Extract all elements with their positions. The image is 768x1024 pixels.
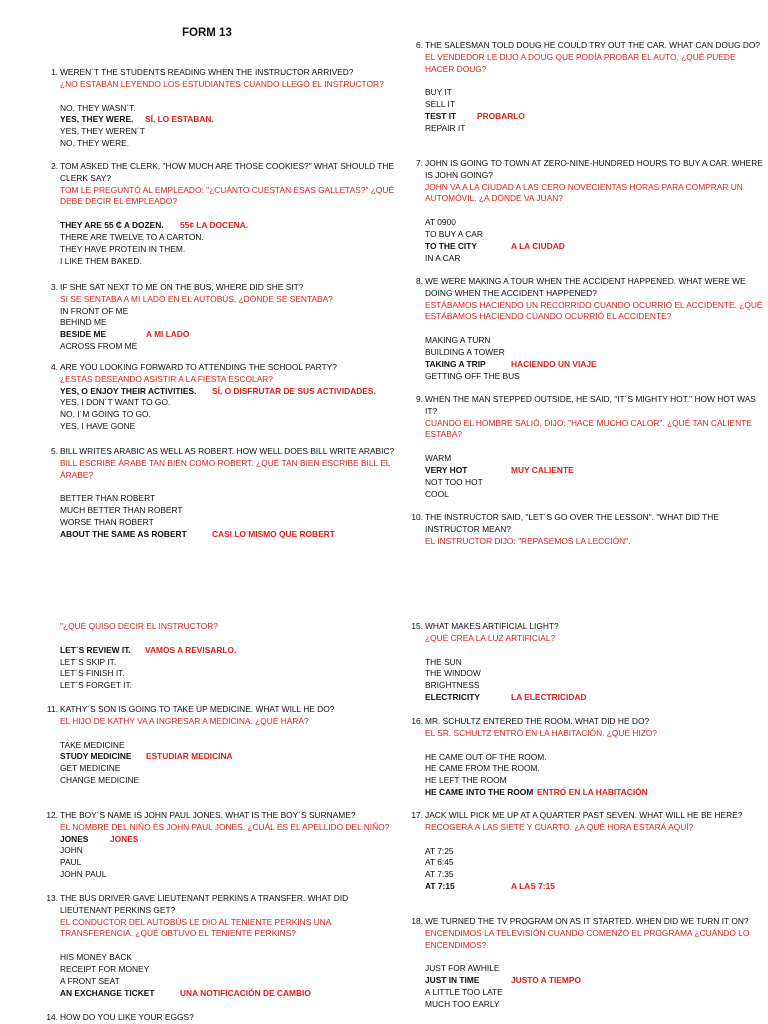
- answer-option: [425, 217, 765, 229]
- answer-option: [425, 477, 765, 489]
- question-text-spanish: EL VENDEDOR LE DIJO A DOUG QUE PODÍA PROBAR EL AUTO. ¿QUÉ PUEDE HACER DOUG?: [425, 51, 736, 74]
- option-text: ACROSS FROM ME: [60, 340, 138, 351]
- answer-option: [60, 869, 400, 881]
- answer-option: [425, 87, 765, 99]
- spanish-answer: VAMOS A REVISARLO.: [145, 644, 237, 655]
- correct-option: [425, 241, 765, 253]
- question-number: 5.: [51, 446, 58, 456]
- option-text: A FRONT SEAT: [60, 975, 120, 986]
- option-text: TO THE CITY: [425, 240, 477, 251]
- option-text: SELL IT: [425, 99, 455, 110]
- question-block: [46, 704, 400, 787]
- option-text: YES, THEY WERE.: [60, 114, 134, 125]
- question-text-spanish: CUANDO EL HOMBRE SALIÓ, DIJO: "HACE MUCHO CALOR". ¿QUÉ TAN CALIENTE ESTABA?: [425, 417, 752, 440]
- option-text: LET´S FORGET IT.: [60, 680, 132, 691]
- question-block: [51, 362, 400, 433]
- answer-option: [425, 680, 765, 692]
- option-text: TAKE MEDICINE: [60, 739, 125, 750]
- question-text-spanish: ENCENDIMOS LA TELEVISIÓN CUANDO COMENZÓ EL PROGRAMA ¿CUÁNDO LO ENCENDIMOS?: [425, 927, 750, 950]
- option-text: IN A CAR: [425, 252, 461, 263]
- option-text: STUDY MEDICINE: [60, 751, 132, 762]
- answer-option: [425, 123, 765, 135]
- question-block: [46, 810, 400, 881]
- spanish-answer: JONES: [110, 833, 139, 844]
- question-number: 15.: [411, 621, 423, 631]
- question-number: 4.: [51, 362, 58, 372]
- question-text-spanish: BILL ESCRIBE ÁRABE TAN BIEN COMO ROBERT. ¿QUÉ TAN BIEN ESCRIBE BILL EL ÁRABE?: [60, 457, 391, 480]
- correct-option: [425, 692, 765, 704]
- option-text: BUY IT: [425, 87, 452, 98]
- option-text: JOHN: [60, 845, 83, 856]
- answer-option: [425, 763, 765, 775]
- answer-option: [425, 347, 765, 359]
- question-number: 8.: [416, 276, 423, 286]
- option-text: MUCH TOO EARLY: [425, 998, 500, 1009]
- spacer: [425, 834, 765, 846]
- spanish-answer: JUSTO A TIEMPO: [511, 975, 581, 986]
- option-text: IN FRONT OF ME: [60, 305, 129, 316]
- spanish-answer: PROBARLO: [477, 110, 525, 121]
- option-text: CHANGE MEDICINE: [60, 774, 140, 785]
- correct-option: [60, 114, 400, 126]
- spanish-answer: A MI LADO: [146, 329, 190, 340]
- option-text: REPAIR IT: [425, 122, 466, 133]
- question-block: [416, 276, 765, 382]
- question-block: [51, 446, 400, 541]
- question-number: 2.: [51, 161, 58, 171]
- option-text: GET MEDICINE: [60, 763, 121, 774]
- correct-option: [60, 220, 400, 232]
- question-block: [51, 67, 400, 150]
- option-text: YES, I HAVE GONE: [60, 420, 136, 431]
- answer-option: [60, 845, 400, 857]
- question-number: 17.: [411, 810, 423, 820]
- question-text-spanish: EL INSTRUCTOR DIJO: "REPASEMOS LA LECCIÓN".: [425, 535, 631, 546]
- option-text: YES, O ENJOY THEIR ACTIVITIES.: [60, 385, 197, 396]
- correct-option: [425, 975, 765, 987]
- option-text: AT 7:35: [425, 869, 454, 880]
- question-block: [411, 512, 765, 547]
- question-text-spanish: RECOGERÁ A LAS SIETE Y CUARTO. ¿A QUÉ HORA ESTARÁ AQUÍ?: [425, 821, 694, 832]
- spanish-answer: ENTRÓ EN LA HABITACIÓN: [537, 786, 648, 797]
- question-number: 18.: [411, 916, 423, 926]
- spanish-answer: SÍ, LO ESTABAN.: [145, 114, 214, 125]
- option-text: THERE ARE TWELVE TO A CARTON.: [60, 231, 204, 242]
- option-text: THE WINDOW: [425, 668, 481, 679]
- correct-option: [60, 751, 400, 763]
- answer-option: [425, 99, 765, 111]
- answer-option: [60, 421, 400, 433]
- answer-option: [60, 409, 400, 421]
- option-text: TO BUY A CAR: [425, 228, 483, 239]
- question-block: [51, 161, 400, 267]
- question-block: [416, 40, 765, 135]
- question-number: 6.: [416, 40, 423, 50]
- option-text: WORSE THAN ROBERT: [60, 516, 154, 527]
- question-number: 11.: [46, 704, 58, 714]
- option-text: BESIDE ME: [60, 329, 107, 340]
- answer-option: [425, 668, 765, 680]
- option-text: HE LEFT THE ROOM: [425, 775, 507, 786]
- question-text-spanish: ¿ESTÁS DESEANDO ASISTIR A LA FIESTA ESCOLAR?: [60, 373, 274, 384]
- option-text: AT 6:45: [425, 857, 454, 868]
- option-text: JONES: [60, 833, 89, 844]
- answer-option: [60, 964, 400, 976]
- answer-option: [60, 657, 400, 669]
- option-text: AN EXCHANGE TICKET: [60, 987, 155, 998]
- question-text-english: JOHN IS GOING TO TOWN AT ZERO-NINE-HUNDRED HOURS TO BUY A CAR. WHERE IS JOHN GOING?: [425, 158, 763, 180]
- answer-option: [60, 244, 400, 256]
- option-text: THEY HAVE PROTEIN IN THEM.: [60, 243, 186, 254]
- option-text: YES, I DON´T WANT TO GO.: [60, 397, 171, 408]
- option-text: NOT TOO HOT: [425, 476, 483, 487]
- option-text: NO, I´M GOING TO GO.: [60, 409, 151, 420]
- correct-option: [60, 386, 400, 398]
- question-text-english: HOW DO YOU LIKE YOUR EGGS?: [60, 1012, 194, 1022]
- answer-option: [425, 335, 765, 347]
- option-text: MAKING A TURN: [425, 335, 491, 346]
- option-text: LET´S SKIP IT.: [60, 656, 117, 667]
- option-text: ABOUT THE SAME AS ROBERT: [60, 528, 187, 539]
- correct-option: [425, 881, 765, 893]
- question-block: [411, 621, 765, 704]
- option-text: THE SUN: [425, 656, 462, 667]
- question-number: 3.: [51, 282, 58, 292]
- spacer: [425, 740, 765, 752]
- option-text: HE CAME INTO THE ROOM: [425, 786, 534, 797]
- question-block: [411, 716, 765, 799]
- answer-option: [425, 987, 765, 999]
- question-text-english: WE TURNED THE TV PROGRAM ON AS IT STARTED. WHEN DID WE TURN IT ON?: [425, 916, 749, 926]
- question-number: 9.: [416, 394, 423, 404]
- spacer: [425, 951, 765, 963]
- answer-option: [425, 857, 765, 869]
- option-text: RECEIPT FOR MONEY: [60, 963, 150, 974]
- question-block: [411, 810, 765, 893]
- answer-option: [60, 952, 400, 964]
- spacer: [425, 323, 765, 335]
- question-text-spanish: TOM LE PREGUNTÓ AL EMPLEADO: "¿CUÁNTO CUESTAN ESAS GALLETAS?" ¿QUÉ DEBE DECIR EL EMPLEADO?: [60, 184, 395, 207]
- question-text-english: THE SALESMAN TOLD DOUG HE COULD TRY OUT THE CAR. WHAT CAN DOUG DO?: [425, 40, 761, 50]
- answer-option: [60, 317, 400, 329]
- spacer: [60, 940, 400, 952]
- question-text-spanish: "¿QUÉ QUISO DECIR EL INSTRUCTOR?: [60, 621, 218, 631]
- question-number: 1.: [51, 67, 58, 77]
- option-text: BEHIND ME: [60, 317, 107, 328]
- spacer: [60, 728, 400, 740]
- answer-option: [425, 963, 765, 975]
- answer-option: [60, 775, 400, 787]
- option-text: COOL: [425, 488, 449, 499]
- question-text-english: THE INSTRUCTOR SAID, "LET´S GO OVER THE LESSON". "WHAT DID THE INSTRUCTOR MEAN?: [425, 512, 719, 534]
- correct-option: [60, 645, 400, 657]
- question-text-spanish: ¿QUÉ CREA LA LUZ ARTIFICIAL?: [425, 632, 556, 643]
- correct-option: [60, 834, 400, 846]
- answer-option: [60, 517, 400, 529]
- question-text-english: KATHY´S SON IS GOING TO TAKE UP MEDICINE. WHAT WILL HE DO?: [60, 704, 335, 714]
- spanish-answer: HACIENDO UN VIAJE: [511, 358, 597, 369]
- answer-option: [60, 397, 400, 409]
- option-text: TEST IT: [425, 110, 457, 121]
- question-text-english: WHEN THE MAN STEPPED OUTSIDE, HE SAID, "IT´S MIGHTY HOT." HOW HOT WAS IT?: [425, 394, 756, 416]
- answer-option: [60, 857, 400, 869]
- option-text: JOHN PAUL: [60, 868, 107, 879]
- question-text-spanish: JOHN VA A LA CIUDAD A LAS CERO NOVECIENTAS HORAS PARA COMPRAR UN AUTOMÓVIL. ¿A DÓNDE VA JUAN?: [425, 181, 743, 204]
- question-text-english: THE BUS DRIVER GAVE LIEUTENANT PERKINS A TRANSFER. WHAT DID LIEUTENANT PERKINS GET?: [60, 893, 349, 915]
- answer-option: [425, 253, 765, 265]
- option-text: GETTING OFF THE BUS: [425, 370, 520, 381]
- answer-option: [425, 752, 765, 764]
- option-text: VERY HOT: [425, 464, 468, 475]
- answer-option: [60, 306, 400, 318]
- question-text-spanish: EL SR. SCHULTZ ENTRÓ EN LA HABITACIÓN. ¿QUÉ HIZO?: [425, 727, 658, 738]
- answer-option: [425, 371, 765, 383]
- correct-option: [60, 329, 400, 341]
- option-text: AT 7:15: [425, 880, 455, 891]
- question-text-english: THE BOY´S NAME IS JOHN PAUL JONES. WHAT IS THE BOY´S SURNAME?: [60, 810, 356, 820]
- option-text: NO, THEY WASN´T.: [60, 102, 136, 113]
- question-text-english: ARE YOU LOOKING FORWARD TO ATTENDING THE SCHOOL PARTY?: [60, 362, 337, 372]
- spanish-answer: CASI LO MISMO QUE ROBERT: [212, 528, 335, 539]
- answer-option: [60, 505, 400, 517]
- option-text: HE CAME FROM THE ROOM.: [425, 763, 540, 774]
- answer-option: [60, 668, 400, 680]
- option-text: HIS MONEY BACK: [60, 952, 132, 963]
- option-text: I LIKE THEM BAKED.: [60, 255, 142, 266]
- question-text-spanish: EL NOMBRE DEL NIÑO ES JOHN PAUL JONES. ¿CUÁL ES EL APELLIDO DEL NIÑO?: [60, 821, 390, 832]
- option-text: BRIGHTNESS: [425, 680, 480, 691]
- option-text: AT 7:25: [425, 845, 454, 856]
- question-text-english: WHAT MAKES ARTIFICIAL LIGHT?: [425, 621, 559, 631]
- question-block: [46, 893, 400, 999]
- answer-option: [425, 489, 765, 501]
- question-continuation: [60, 621, 400, 692]
- spanish-answer: UNA NOTIFICACIÓN DE CAMBIO: [180, 987, 311, 998]
- option-text: ELECTRICITY: [425, 691, 480, 702]
- question-block: [416, 158, 765, 264]
- answer-option: [60, 126, 400, 138]
- option-text: PAUL: [60, 857, 82, 868]
- correct-option: [425, 787, 765, 799]
- correct-option: [60, 529, 400, 541]
- question-text-english: WEREN´T THE STUDENTS READING WHEN THE INSTRUCTOR ARRIVED?: [60, 67, 354, 77]
- spacer: [425, 205, 765, 217]
- spacer: [425, 75, 765, 87]
- question-text-spanish: ESTÁBAMOS HACIENDO UN RECORRIDO CUANDO OCURRIÓ EL ACCIDENTE. ¿QUÉ ESTÁBAMOS HACIENDO CUANDO OCURRIÓ EL ACCIDENTE?: [425, 299, 763, 322]
- answer-option: [60, 976, 400, 988]
- answer-option: [425, 846, 765, 858]
- correct-option: [425, 359, 765, 371]
- question-number: 7.: [416, 158, 423, 168]
- option-text: LET´S FINISH IT.: [60, 668, 125, 679]
- option-text: THEY ARE 55 ₵ A DOZEN.: [60, 220, 164, 231]
- option-text: HE CAME OUT OF THE ROOM.: [425, 751, 547, 762]
- answer-option: [60, 232, 400, 244]
- option-text: NO, THEY WERE.: [60, 137, 130, 148]
- option-text: LET´S REVIEW IT.: [60, 644, 131, 655]
- answer-option: [60, 680, 400, 692]
- question-text-spanish: ¿NO ESTABAN LEYENDO LOS ESTUDIANTES CUANDO LLEGÓ EL INSTRUCTOR?: [60, 78, 384, 89]
- correct-option: [425, 111, 765, 123]
- option-text: JUST FOR AWHILE: [425, 963, 500, 974]
- answer-option: [425, 657, 765, 669]
- spacer: [60, 91, 400, 103]
- spacer: [425, 645, 765, 657]
- question-text-english: IF SHE SAT NEXT TO ME ON THE BUS, WHERE DID SHE SIT?: [60, 282, 304, 292]
- answer-option: [60, 256, 400, 268]
- question-text-english: JACK WILL PICK ME UP AT A QUARTER PAST SEVEN. WHAT WILL HE BE HERE?: [425, 810, 743, 820]
- question-block: [46, 1012, 400, 1024]
- question-text-english: MR. SCHULTZ ENTERED THE ROOM. WHAT DID HE DO?: [425, 716, 650, 726]
- question-number: 14.: [46, 1012, 58, 1022]
- answer-option: [425, 775, 765, 787]
- question-text-english: TOM ASKED THE CLERK, "HOW MUCH ARE THOSE COOKIES?" WHAT SHOULD THE CLERK SAY?: [60, 161, 395, 183]
- answer-option: [425, 229, 765, 241]
- option-text: A LITTLE TOO LATE: [425, 986, 503, 997]
- answer-option: [60, 763, 400, 775]
- question-number: 12.: [46, 810, 58, 820]
- answer-option: [60, 103, 400, 115]
- spanish-answer: 55¢ LA DOCENA.: [180, 220, 249, 231]
- answer-option: [60, 740, 400, 752]
- question-text-spanish: EL CONDUCTOR DEL AUTOBÚS LE DIO AL TENIENTE PERKINS UNA TRANSFERENCIA. ¿QUÉ OBTUVO EL TENIENTE PERKINS?: [60, 916, 331, 939]
- spanish-answer: A LA CIUDAD: [511, 240, 565, 251]
- page-title: FORM 13: [182, 27, 232, 39]
- question-number: 16.: [411, 716, 423, 726]
- spanish-answer: A LAS 7:15: [511, 880, 555, 891]
- correct-option: [425, 465, 765, 477]
- option-text: JUST IN TIME: [425, 975, 480, 986]
- option-text: BETTER THAN ROBERT: [60, 493, 156, 504]
- spacer: [60, 481, 400, 493]
- answer-option: [60, 138, 400, 150]
- answer-option: [60, 493, 400, 505]
- question-text-english: BILL WRITES ARABIC AS WELL AS ROBERT. HOW WELL DOES BILL WRITE ARABIC?: [60, 446, 395, 456]
- option-text: MUCH BETTER THAN ROBERT: [60, 505, 183, 516]
- option-text: AT 0900: [425, 217, 456, 228]
- question-text-spanish: SI SE SENTABA A MI LADO EN EL AUTOBÚS, ¿DÓNDE SE SENTABA?: [60, 293, 333, 304]
- question-block: [411, 916, 765, 1011]
- answer-option: [425, 869, 765, 881]
- option-text: TAKING A TRIP: [425, 358, 486, 369]
- option-text: WARM: [425, 453, 452, 464]
- answer-option: [60, 341, 400, 353]
- spanish-answer: ESTUDIAR MEDICINA: [146, 751, 233, 762]
- option-text: YES, THEY WEREN´T: [60, 126, 145, 137]
- spanish-answer: MUY CALIENTE: [511, 464, 574, 475]
- spacer: [425, 441, 765, 453]
- question-number: 13.: [46, 893, 58, 903]
- spacer: [60, 633, 400, 645]
- option-text: BUILDING A TOWER: [425, 346, 505, 357]
- spanish-answer: SÍ, O DISFRUTAR DE SUS ACTIVIDADES.: [212, 385, 376, 396]
- answer-option: [425, 453, 765, 465]
- spacer: [60, 208, 400, 220]
- question-block: [51, 282, 400, 353]
- spanish-answer: LA ELECTRICIDAD: [511, 691, 587, 702]
- question-block: [416, 394, 765, 500]
- question-text-spanish: EL HIJO DE KATHY VA A INGRESAR A MEDICINA. ¿QUÉ HARÁ?: [60, 715, 309, 726]
- question-text-english: WE WERE MAKING A TOUR WHEN THE ACCIDENT HAPPENED. WHAT WERE WE DOING WHEN THE ACCIDENT HAPPENED?: [425, 276, 746, 298]
- correct-option: [60, 988, 400, 1000]
- question-number: 10.: [411, 512, 423, 522]
- answer-option: [425, 999, 765, 1011]
